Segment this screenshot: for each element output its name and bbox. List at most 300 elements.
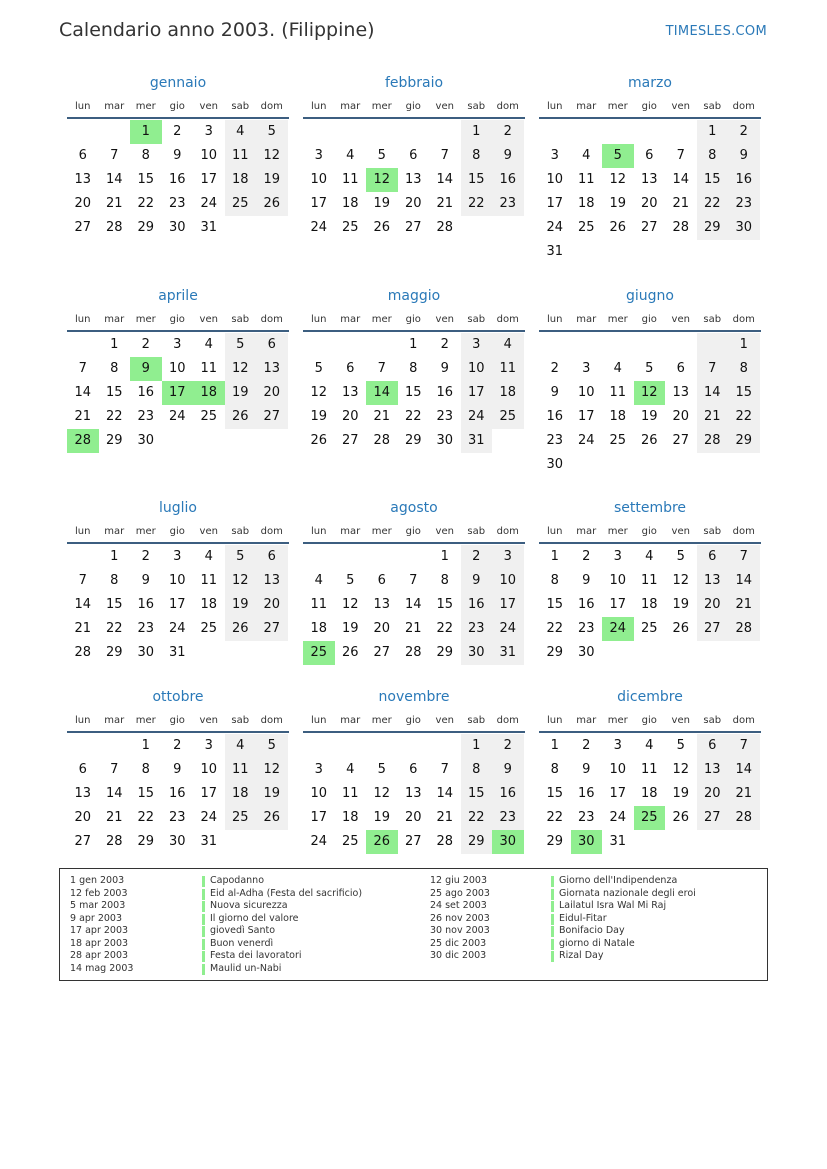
day-cell: 1 [697,120,729,144]
day-empty [665,830,697,854]
day-cell: 7 [676,148,685,163]
day-empty [728,453,760,477]
day-cell: 1 [110,337,119,352]
day-cell: 23 [461,617,493,641]
day-cell: 5 [645,361,654,376]
weekday-label: sab [231,714,250,726]
day-cell: 1 [141,738,150,753]
day-cell: 4 [346,762,355,777]
day-cell: 12 [373,786,391,801]
day-cell: 22 [461,806,493,830]
day-cell: 10 [461,357,493,381]
day-cell: 2 [440,337,449,352]
day-cell: 4 [225,734,257,758]
day-cell: 18 [341,196,359,211]
day-empty [193,641,225,665]
day-empty [634,333,666,357]
day-cell: 4 [314,573,323,588]
day-cell: 23 [546,433,564,448]
day-empty [225,641,257,665]
day-cell: 26 [256,806,288,830]
day-cell: 21 [105,196,123,211]
day-cell: 29 [404,433,422,448]
day-empty [256,216,288,240]
day-empty [539,120,571,144]
weekday-label: gio [169,714,185,726]
day-cell: 27 [672,433,690,448]
legend-holiday-name: Capodanno [202,875,362,888]
page-title: Calendario anno 2003. (Filippine) [59,19,375,41]
day-cell: 3 [204,738,213,753]
month-name: aprile [158,288,198,304]
weekday-label: lun [311,313,327,325]
day-cell: 20 [404,196,422,211]
day-cell: 20 [373,621,391,636]
weekday-label: dom [260,313,283,325]
weekday-label: gio [641,714,657,726]
day-cell: 27 [373,645,391,660]
day-empty [225,830,257,854]
legend-holiday-name: Festa dei lavoratori [202,950,362,963]
day-cell: 11 [577,172,595,187]
day-cell: 26 [373,220,391,235]
day-cell: 25 [200,621,218,636]
day-cell: 2 [582,738,591,753]
weekday-label: lun [75,313,91,325]
day-cell: 9 [492,758,524,782]
weekday-label: ven [435,100,454,112]
day-cell: 6 [78,762,87,777]
day-cell: 9 [173,148,182,163]
month-name: giugno [626,288,674,304]
weekday-label: mer [135,100,156,112]
legend-date: 28 apr 2003 [70,950,129,961]
day-cell: 13 [256,357,288,381]
day-cell: 12 [225,569,257,593]
weekday-label: lun [547,714,563,726]
day-cell: 11 [492,357,524,381]
day-cell: 27 [640,220,658,235]
day-empty [366,333,398,357]
day-cell: 15 [105,385,123,400]
legend-date: 14 mag 2003 [70,962,134,974]
day-empty [67,734,99,758]
day-cell: 13 [256,569,288,593]
weekday-label: ven [671,714,690,726]
day-empty [429,734,461,758]
day-cell: 29 [105,645,123,660]
weekday-label: mer [607,313,628,325]
day-grid [67,119,289,240]
day-cell: 14 [672,172,690,187]
weekday-label: mar [576,525,597,537]
day-cell: 8 [550,573,559,588]
weekday-label: lun [547,525,563,537]
legend-holiday-name: Eidul-Fitar [551,913,696,926]
day-cell: 4 [492,333,524,357]
day-cell: 20 [256,593,288,617]
day-cell: 6 [676,361,685,376]
day-cell: 1 [550,549,559,564]
day-cell: 14 [728,758,760,782]
day-cell: 8 [110,573,119,588]
day-cell: 6 [645,148,654,163]
day-cell: 19 [672,597,690,612]
month-name: marzo [628,75,672,91]
day-cell: 14 [105,786,123,801]
day-cell: 21 [697,405,729,429]
weekday-label: gio [641,525,657,537]
day-cell: 5 [346,573,355,588]
day-cell: 23 [492,806,524,830]
weekday-label: mer [607,525,628,537]
day-cell: 2 [173,124,182,139]
day-cell: 4 [346,148,355,163]
legend-holiday-name: Maulid un-Nabi [202,963,362,976]
day-cell: 12 [672,573,690,588]
month-novembre [303,687,525,854]
day-cell: 23 [168,810,186,825]
legend-date: 26 nov 2003 [430,912,490,924]
day-cell: 10 [492,569,524,593]
day-cell: 1 [461,734,493,758]
day-empty [539,333,571,357]
day-cell: 24 [200,196,218,211]
weekday-header [67,308,289,332]
day-cell: 25 [225,806,257,830]
day-cell: 15 [461,168,493,192]
day-cell: 5 [256,734,288,758]
day-cell: 15 [105,597,123,612]
day-cell: 5 [225,333,257,357]
day-cell: 2 [461,545,493,569]
day-cell: 14 [697,381,729,405]
day-empty [602,453,634,477]
month-marzo [539,73,761,264]
day-empty [492,429,524,453]
day-empty [303,120,335,144]
day-cell: 29 [546,834,564,849]
day-cell: 8 [728,357,760,381]
day-cell: 3 [461,333,493,357]
day-cell: 18 [225,782,257,806]
weekday-label: sab [467,100,486,112]
day-cell: 22 [137,810,155,825]
day-holiday: 14 [366,381,398,405]
day-cell: 13 [74,172,92,187]
day-cell: 14 [74,385,92,400]
day-cell: 22 [137,196,155,211]
weekday-label: sab [703,525,722,537]
weekday-label: lun [547,313,563,325]
weekday-label: lun [311,100,327,112]
day-empty [256,830,288,854]
weekday-label: gio [641,313,657,325]
month-ottobre [67,687,289,854]
month-gennaio [67,73,289,240]
weekday-label: lun [75,714,91,726]
day-cell: 25 [200,409,218,424]
legend-date: 12 feb 2003 [70,887,128,899]
day-cell: 15 [728,381,760,405]
day-grid [303,119,525,240]
day-empty [67,120,99,144]
month-maggio [303,286,525,453]
day-cell: 24 [492,617,524,641]
day-cell: 2 [550,361,559,376]
day-cell: 11 [225,758,257,782]
day-empty [99,120,131,144]
day-empty [335,545,367,569]
day-cell: 17 [310,196,328,211]
day-cell: 19 [225,593,257,617]
day-cell: 25 [225,192,257,216]
day-cell: 3 [613,738,622,753]
weekday-header [539,520,761,544]
holiday-legend [59,868,768,981]
day-empty [602,333,634,357]
day-cell: 25 [640,621,658,636]
day-cell: 1 [461,120,493,144]
legend-holiday-name: giorno di Natale [551,938,696,951]
day-empty [366,120,398,144]
day-cell: 22 [728,405,760,429]
day-cell: 6 [377,573,386,588]
day-cell: 27 [256,617,288,641]
weekday-label: mer [135,313,156,325]
day-cell: 16 [577,597,595,612]
day-empty [398,734,430,758]
day-cell: 10 [310,786,328,801]
day-cell: 17 [546,196,564,211]
day-cell: 24 [200,810,218,825]
weekday-label: mar [340,100,361,112]
day-cell: 14 [436,786,454,801]
day-cell: 23 [137,409,155,424]
day-cell: 18 [640,597,658,612]
weekday-label: dom [732,714,755,726]
day-cell: 28 [105,220,123,235]
weekday-header [67,95,289,119]
day-cell: 14 [74,597,92,612]
day-cell: 11 [640,762,658,777]
day-cell: 15 [404,385,422,400]
day-empty [461,216,493,240]
day-cell: 18 [577,196,595,211]
day-cell: 24 [310,220,328,235]
day-cell: 29 [728,429,760,453]
day-cell: 30 [546,457,564,472]
legend-holiday-name: Nuova sicurezza [202,900,362,913]
weekday-label: ven [671,100,690,112]
day-cell: 13 [341,385,359,400]
day-cell: 7 [377,361,386,376]
brand-link[interactable]: TIMESLES.COM [665,24,767,39]
day-cell: 22 [546,621,564,636]
day-cell: 5 [314,361,323,376]
day-empty [335,734,367,758]
day-cell: 2 [141,549,150,564]
day-cell: 20 [256,381,288,405]
day-cell: 9 [492,144,524,168]
day-empty [571,453,603,477]
legend-date: 30 dic 2003 [430,950,487,961]
month-name: dicembre [617,689,683,705]
legend-date: 30 nov 2003 [430,925,490,936]
weekday-label: ven [199,714,218,726]
day-cell: 7 [110,148,119,163]
weekday-label: sab [467,714,486,726]
day-cell: 10 [310,172,328,187]
day-empty [602,240,634,264]
day-cell: 10 [577,385,595,400]
weekday-label: sab [467,313,486,325]
day-cell: 23 [728,192,760,216]
weekday-header [539,308,761,332]
weekday-label: dom [496,313,519,325]
weekday-label: sab [703,714,722,726]
day-empty [162,429,194,453]
day-cell: 8 [697,144,729,168]
day-cell: 7 [440,148,449,163]
weekday-label: mar [576,100,597,112]
day-cell: 19 [225,381,257,405]
day-empty [303,333,335,357]
weekday-label: dom [496,525,519,537]
weekday-header [303,709,525,733]
day-cell: 24 [168,409,186,424]
weekday-label: dom [732,313,755,325]
legend-date: 24 set 2003 [430,900,487,911]
day-cell: 17 [461,381,493,405]
day-cell: 30 [436,433,454,448]
day-cell: 15 [137,172,155,187]
day-cell: 23 [577,621,595,636]
day-cell: 5 [377,762,386,777]
day-cell: 5 [377,148,386,163]
day-empty [335,120,367,144]
day-empty [571,120,603,144]
day-cell: 28 [672,220,690,235]
month-settembre [539,498,761,665]
day-cell: 12 [256,758,288,782]
day-cell: 8 [461,758,493,782]
day-cell: 7 [728,734,760,758]
day-cell: 25 [341,220,359,235]
legend-holiday-name: Buon venerdì [202,938,362,951]
weekday-label: dom [732,100,755,112]
day-cell: 30 [168,220,186,235]
day-cell: 28 [728,806,760,830]
day-cell: 13 [697,758,729,782]
day-cell: 12 [341,597,359,612]
day-empty [697,453,729,477]
legend-date: 25 dic 2003 [430,937,487,949]
day-empty [665,240,697,264]
day-empty [67,545,99,569]
day-cell: 19 [256,168,288,192]
weekday-label: sab [231,100,250,112]
day-cell: 1 [728,333,760,357]
day-cell: 1 [110,549,119,564]
day-cell: 16 [137,597,155,612]
day-cell: 13 [697,569,729,593]
day-cell: 28 [404,645,422,660]
weekday-label: dom [260,525,283,537]
day-cell: 17 [200,172,218,187]
day-cell: 17 [200,786,218,801]
day-cell: 27 [404,220,422,235]
day-cell: 30 [461,641,493,665]
day-cell: 22 [105,409,123,424]
day-cell: 12 [310,385,328,400]
weekday-label: sab [231,313,250,325]
day-cell: 4 [204,337,213,352]
day-cell: 26 [256,192,288,216]
weekday-label: gio [169,525,185,537]
day-cell: 26 [225,405,257,429]
day-empty [697,333,729,357]
day-cell: 6 [346,361,355,376]
legend-dates-left [70,875,133,975]
day-cell: 28 [436,834,454,849]
weekday-label: sab [703,100,722,112]
weekday-label: mer [607,100,628,112]
month-dicembre [539,687,761,854]
day-cell: 9 [582,762,591,777]
day-holiday: 30 [492,830,524,854]
day-cell: 31 [200,220,218,235]
weekday-label: lun [311,714,327,726]
legend-date: 18 apr 2003 [70,937,129,949]
day-cell: 30 [168,834,186,849]
legend-holiday-name: Eid al-Adha (Festa del sacrificio) [202,888,362,901]
day-empty [634,453,666,477]
legend-date: 25 ago 2003 [430,887,490,899]
day-grid [303,544,525,665]
weekday-label: sab [467,525,486,537]
weekday-label: gio [405,714,421,726]
weekday-label: ven [671,313,690,325]
day-cell: 21 [404,621,422,636]
day-holiday: 25 [303,641,335,665]
day-empty [571,333,603,357]
day-cell: 17 [609,786,627,801]
weekday-header [539,95,761,119]
day-empty [697,830,729,854]
day-cell: 4 [204,549,213,564]
day-cell: 12 [225,357,257,381]
day-cell: 11 [640,573,658,588]
day-cell: 31 [200,834,218,849]
day-cell: 8 [440,573,449,588]
day-cell: 2 [582,549,591,564]
month-name: febbraio [384,75,444,91]
day-cell: 28 [373,433,391,448]
day-cell: 2 [728,120,760,144]
day-cell: 25 [609,433,627,448]
day-cell: 17 [168,597,186,612]
day-cell: 23 [577,810,595,825]
legend-names-left [202,875,362,975]
day-cell: 20 [404,810,422,825]
weekday-label: mer [607,714,628,726]
day-cell: 26 [609,220,627,235]
day-cell: 11 [609,385,627,400]
day-cell: 11 [341,172,359,187]
day-cell: 2 [492,120,524,144]
day-cell: 24 [310,834,328,849]
